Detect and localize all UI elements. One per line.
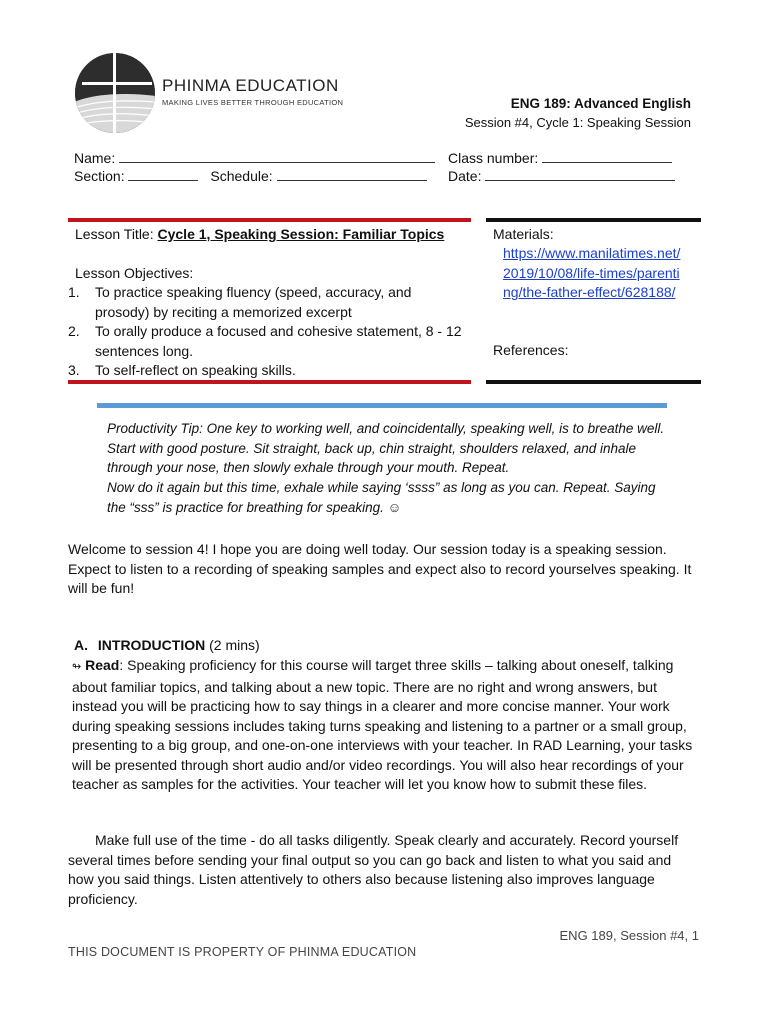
read-arrow-icon: ↬ (72, 661, 82, 673)
name-label: Name: (74, 150, 116, 166)
lesson-title-value: Cycle 1, Speaking Session: Familiar Topics (157, 226, 445, 242)
property-notice: THIS DOCUMENT IS PROPERTY OF PHINMA EDUCATION (68, 945, 417, 959)
read-label: Read (85, 657, 120, 673)
smiley-icon: ☺ (387, 499, 402, 515)
objective-item: 2. To orally produce a focused and cohesive statement, 8 - 12 sentences long. (68, 323, 462, 359)
section-a-title: INTRODUCTION (97, 637, 206, 653)
section-row (74, 167, 427, 184)
date-row (448, 167, 675, 184)
materials-label: Materials: (493, 226, 554, 242)
phinma-logo-icon (74, 52, 156, 134)
class-number-field[interactable] (542, 149, 672, 163)
lesson-title-row (75, 225, 465, 245)
name-field[interactable] (119, 149, 435, 163)
read-paragraph (72, 656, 700, 795)
instructions-paragraph: Make full use of the time - do all tasks diligently. Speak clearly and accurately. Record yourself several times before sending your final output so you can go back and listen to what you said and how you said things. Listen attentively to others also because listening also improves language proficiency. (68, 832, 679, 907)
lesson-objectives-label: Lesson Objectives: (75, 265, 194, 281)
lesson-top-bar (68, 218, 471, 222)
materials-bottom-bar (486, 380, 701, 384)
date-field[interactable] (485, 167, 675, 181)
references-label: References: (493, 342, 569, 358)
tip-text-continued: Now do it again but this time, exhale while saying ‘ssss” as long as you can. Repeat. Saying the “sss” is practice for breathing for speaking. ☺ (107, 480, 656, 515)
objective-item: 3. To self-reflect on speaking skills. (68, 362, 296, 378)
brand-tagline: MAKING LIVES BETTER THROUGH EDUCATION (162, 98, 344, 107)
class-number-label: Class number: (448, 150, 539, 166)
welcome-paragraph: Welcome to session 4! I hope you are doing well today. Our session today is a speaking session. Expect to listen to a recording of speaking samples and expect also to record yourselves speaking. It will be fun! (68, 541, 692, 596)
objective-item: 1. To practice speaking fluency (speed, accuracy, and prosody) by reciting a memorized excerpt (68, 284, 412, 320)
section-a-duration: (2 mins) (209, 637, 260, 653)
section-a-letter: A. (74, 637, 88, 653)
page-reference: ENG 189, Session #4, 1 (559, 928, 699, 943)
productivity-tip (107, 419, 667, 518)
materials-top-bar (486, 218, 701, 222)
lesson-bottom-bar (68, 380, 471, 384)
course-title: ENG 189: Advanced English (510, 96, 691, 111)
section-a-heading (74, 637, 260, 653)
date-label: Date: (448, 168, 482, 184)
tip-text: Productivity Tip: One key to working well, and coincidentally, speaking well, is to breathe well. Start with good posture. Sit straight, back up, chin straight, shoulders relaxed, and inhale through your nose, then slowly exhale through your mouth. Repeat. (107, 421, 665, 476)
schedule-label: Schedule: (210, 168, 273, 184)
read-text: : Speaking proficiency for this course will target three skills – talking about oneself, talking about familiar topics, and talking about a new topic. There are no right and wrong answers, but instead you will be practicing how to say things in a clearer and more concise manner. Your work during speaking sessions includes taking turns speaking and listening to a partner or a small group, presenting to a big group, and one-on-one interviews with your teacher. In RAD Learning, your tasks will be presented through short audio and/or video recordings. You will also hear recordings of your teacher as samples for the activities. Your teacher will let you know how to submit these files. (72, 657, 693, 792)
materials-link[interactable]: https://www.manilatimes.net/2019/10/08/life-times/parenting/the-father-effect/628188/ (503, 245, 681, 300)
course-session: Session #4, Cycle 1: Speaking Session (464, 115, 691, 130)
section-label: Section: (74, 168, 125, 184)
lesson-title-label: Lesson Title: (75, 226, 154, 242)
objectives-list (68, 283, 463, 381)
name-row (74, 149, 435, 166)
section-field[interactable] (128, 167, 198, 181)
brand-name: PHINMA EDUCATION (162, 76, 339, 95)
class-number-row (448, 149, 672, 166)
schedule-field[interactable] (277, 167, 427, 181)
tip-divider (97, 403, 667, 408)
